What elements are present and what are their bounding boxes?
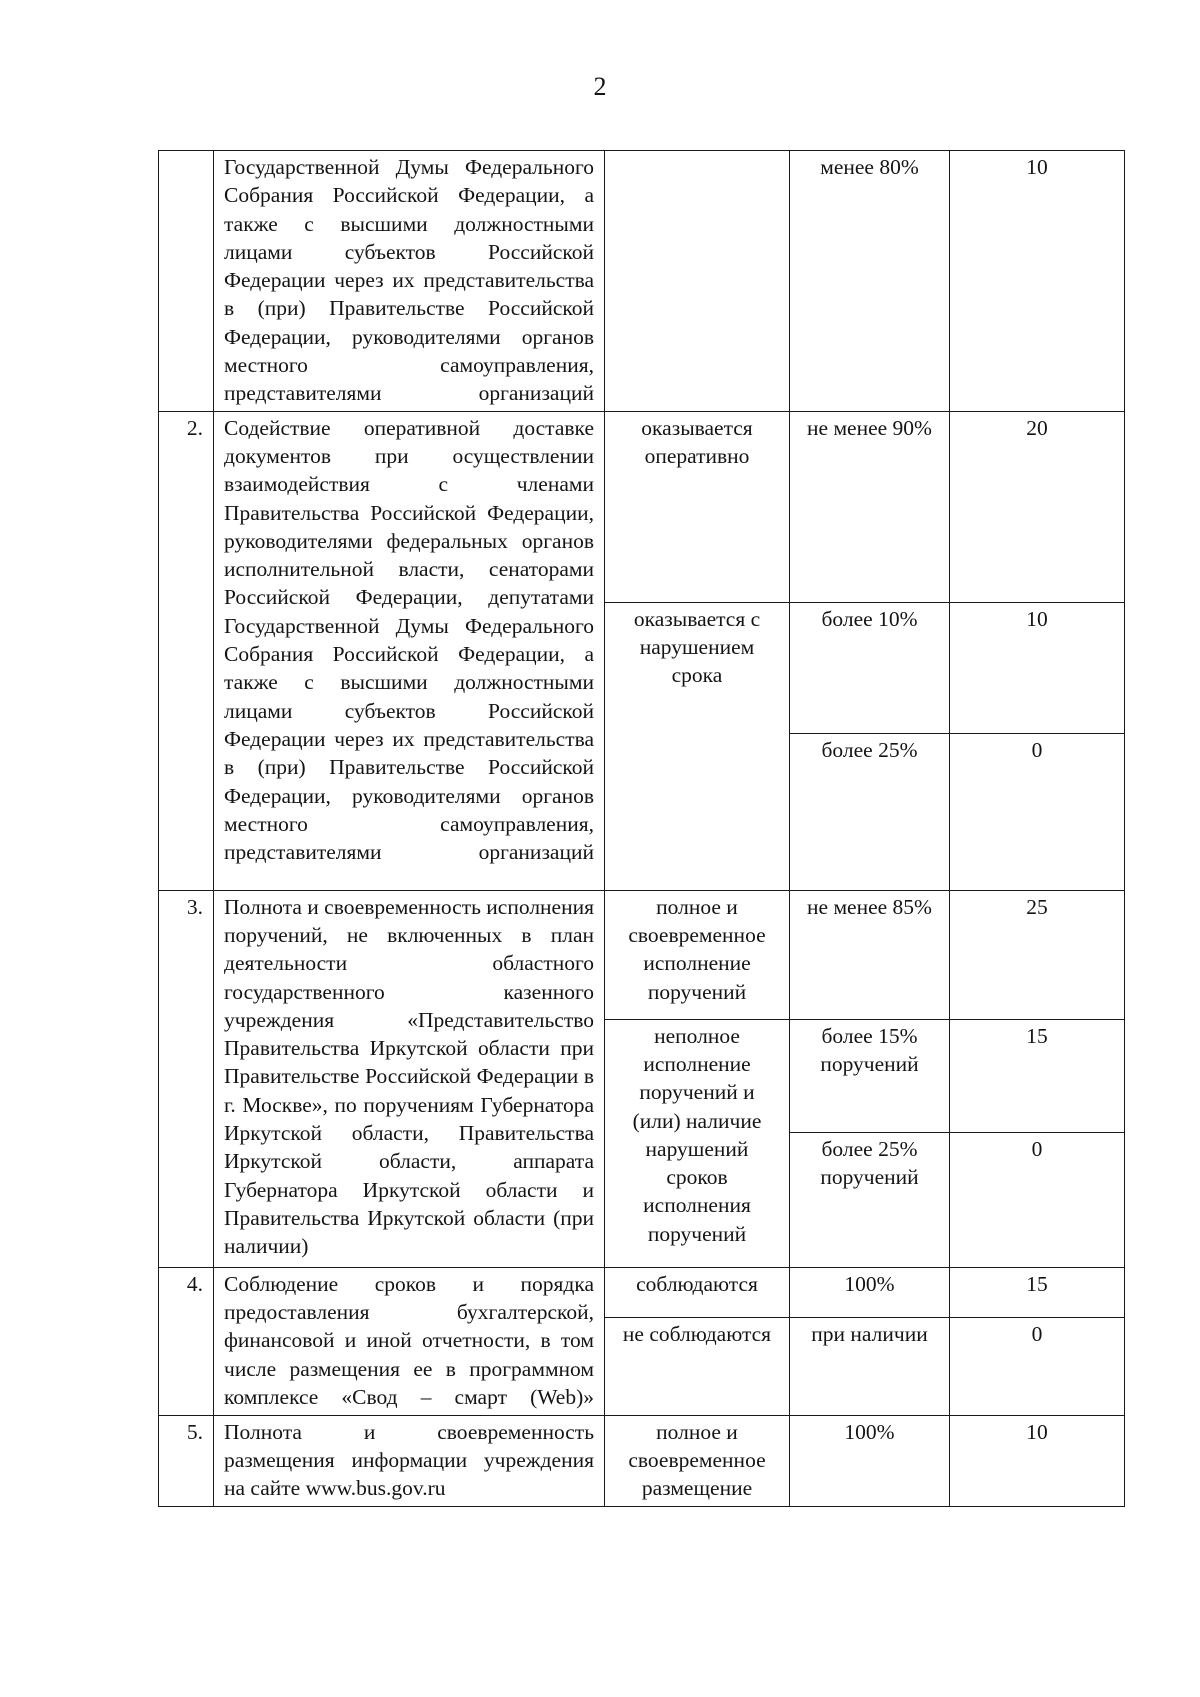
table-row [159,151,1125,412]
row-points: 15 [950,1267,1125,1317]
row-criterion: полное и своевременное размещение [605,1415,790,1506]
row-number [159,151,214,412]
row-points: 10 [950,602,1125,733]
row-value: более 10% [790,602,950,733]
row-value: не менее 90% [790,411,950,602]
row-points: 10 [950,151,1125,412]
row-value: при наличии [790,1317,950,1415]
row-number: 2. [159,411,214,890]
table-row [159,411,1125,602]
table-row [159,890,1125,1019]
row-points: 0 [950,1317,1125,1415]
row-description: Соблюдение сроков и порядка предоставления бухгалтерской, финансовой и иной отчетности, в том числе размещения ее в программном комплексе «Свод – смарт (Web)» [214,1267,605,1415]
row-value: 100% [790,1267,950,1317]
row-description: Государственной Думы Федерального Собрания Российской Федерации, а также с высшими должностными лицами субъектов Российской Федерации через их представительства в (при) Правительстве Российской Федерации, руководителями органов местного самоуправления, представителями организаций [214,151,605,412]
row-number: 5. [159,1415,214,1506]
row-points: 25 [950,890,1125,1019]
row-value: более 25% поручений [790,1132,950,1267]
row-criterion: не соблюдаются [605,1317,790,1415]
row-description: Полнота и своевременность размещения информации учреждения на сайте www.bus.gov.ru [214,1415,605,1506]
row-points: 15 [950,1019,1125,1132]
row-criterion: полное и своевременное исполнение поручений [605,890,790,1019]
row-value: менее 80% [790,151,950,412]
table-row [159,1267,1125,1317]
row-criterion: оказывается с нарушением срока [605,602,790,890]
page-number: 2 [593,72,607,101]
row-value: более 25% [790,733,950,890]
row-points: 20 [950,411,1125,602]
row-points: 0 [950,733,1125,890]
row-value: 100% [790,1415,950,1506]
row-number: 3. [159,890,214,1267]
row-value: не менее 85% [790,890,950,1019]
row-description: Полнота и своевременность исполнения поручений, не включенных в план деятельности областного государственного казенного учреждения «Представительство Правительства Иркутской области при Правительстве Российской Федерации в г. Москве», по поручениям Губернатора Иркутской области, Правительства Иркутской области, аппарата Губернатора Иркутской области и Правительства Иркутской области (при наличии) [214,890,605,1267]
row-criterion: неполное исполнение поручений и (или) наличие нарушений сроков исполнения поручений [605,1019,790,1267]
table-row [159,1415,1125,1506]
row-points: 0 [950,1132,1125,1267]
row-value: более 15% поручений [790,1019,950,1132]
row-description: Содействие оперативной доставке документов при осуществлении взаимодействия с членами Правительства Российской Федерации, руководителями федеральных органов исполнительной власти, сенаторами Российской Федерации, депутатами Государственной Думы Федерального Собрания Российской Федерации, а также с высшими должностными лицами субъектов Российской Федерации через их представительства в (при) Правительстве Российской Федерации, руководителями органов местного самоуправления, представителями организаций [214,411,605,890]
row-criterion: оказывается оперативно [605,411,790,602]
row-number: 4. [159,1267,214,1415]
row-points: 10 [950,1415,1125,1506]
criteria-table [158,150,1125,1507]
row-criterion [605,151,790,412]
row-criterion: соблюдаются [605,1267,790,1317]
